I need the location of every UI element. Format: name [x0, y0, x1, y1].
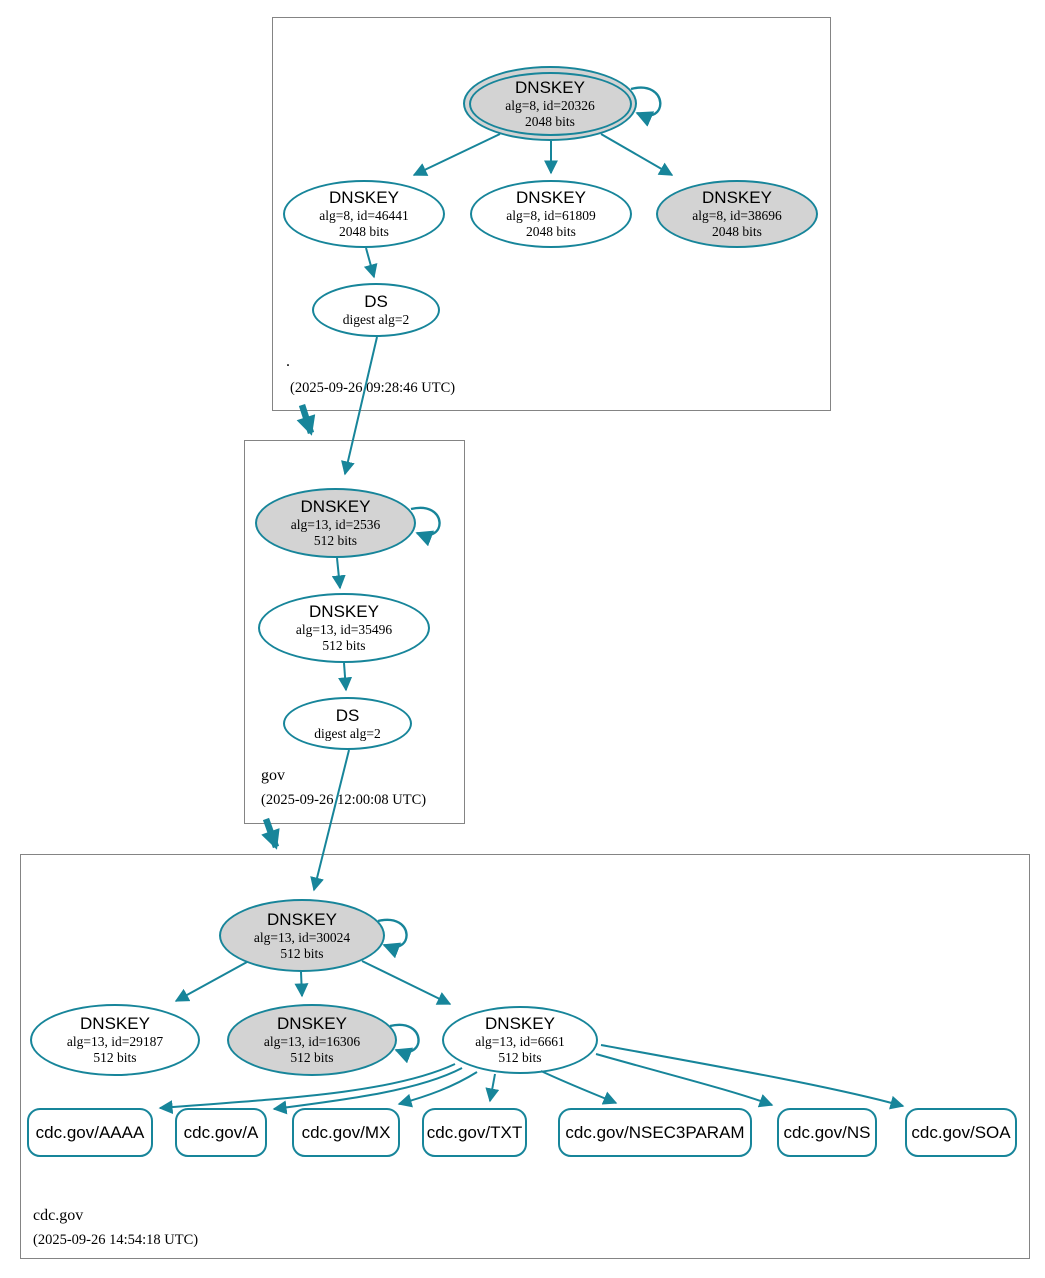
node-detail: 2048 bits	[712, 224, 762, 239]
node-title: DNSKEY	[516, 188, 586, 207]
node-detail: digest alg=2	[342, 312, 410, 327]
dnskey-node-gov-ksk-2536[interactable]	[255, 488, 416, 558]
rrset-label: cdc.gov/AAAA	[35, 1122, 145, 1142]
rrset-node-cdc-gov-ns[interactable]	[777, 1108, 877, 1157]
zone-label-gov: gov	[261, 767, 285, 784]
dnskey-node-root-ksk-20326[interactable]	[463, 66, 637, 141]
node-detail: digest alg=2	[314, 725, 381, 741]
node-detail: alg=8, id=38696	[692, 208, 782, 223]
node-detail: 2048 bits	[339, 224, 389, 239]
node-title: DNSKEY	[515, 77, 585, 97]
zone-timestamp-cdc-gov: (2025-09-26 14:54:18 UTC)	[33, 1232, 199, 1248]
rrset-label: cdc.gov/TXT	[426, 1122, 523, 1142]
node-detail: alg=13, id=16306	[263, 1034, 361, 1049]
node-title: DNSKEY	[267, 909, 337, 929]
dnskey-node-gov-35496[interactable]	[258, 593, 430, 663]
node-detail: 512 bits	[498, 1050, 542, 1065]
zone-timestamp-gov: (2025-09-26 12:00:08 UTC)	[261, 792, 427, 808]
rrset-label: cdc.gov/A	[183, 1122, 259, 1142]
node-detail: 512 bits	[313, 533, 358, 548]
rrset-label: cdc.gov/MX	[301, 1122, 391, 1142]
node-title: DNSKEY	[309, 602, 379, 621]
zone-label-cdc-gov: cdc.gov	[33, 1207, 84, 1224]
node-detail: 2048 bits	[526, 224, 576, 239]
node-detail: alg=8, id=61809	[506, 208, 596, 223]
node-detail: alg=13, id=6661	[475, 1034, 565, 1049]
rrset-node-cdc-gov-a[interactable]	[175, 1108, 267, 1157]
node-detail: 512 bits	[290, 1050, 334, 1065]
dnskey-node-cdc-16306[interactable]	[227, 1004, 397, 1076]
node-title: DNSKEY	[485, 1014, 555, 1033]
dnskey-node-root-38696[interactable]	[656, 180, 818, 248]
zone-timestamp-root: (2025-09-26 09:28:46 UTC)	[290, 380, 456, 396]
rrset-node-cdc-gov-txt[interactable]	[422, 1108, 527, 1157]
node-detail: alg=13, id=35496	[295, 622, 393, 637]
node-title: DS	[364, 292, 388, 311]
ds-node-root[interactable]	[312, 283, 440, 337]
node-detail: alg=8, id=20326	[505, 97, 595, 113]
rrset-node-cdc-gov-soa[interactable]	[905, 1108, 1017, 1157]
node-detail: alg=8, id=46441	[319, 208, 409, 223]
node-title: DNSKEY	[277, 1014, 347, 1033]
rrset-label: cdc.gov/NSEC3PARAM	[565, 1122, 745, 1142]
dnskey-node-cdc-29187[interactable]	[30, 1004, 200, 1076]
node-detail: alg=13, id=30024	[253, 929, 351, 945]
node-title: DNSKEY	[702, 188, 772, 207]
node-title: DNSKEY	[329, 188, 399, 207]
dnskey-node-root-61809[interactable]	[470, 180, 632, 248]
rrset-node-cdc-gov-mx[interactable]	[292, 1108, 400, 1157]
rrset-label: cdc.gov/NS	[783, 1122, 871, 1142]
dnskey-node-cdc-6661[interactable]	[442, 1006, 598, 1074]
node-title: DS	[335, 705, 360, 725]
dnskey-node-cdc-ksk-30024[interactable]	[219, 899, 385, 972]
rrset-node-cdc-gov-aaaa[interactable]	[27, 1108, 153, 1157]
node-detail: alg=13, id=29187	[66, 1034, 164, 1049]
ds-node-gov[interactable]	[283, 697, 412, 750]
node-title: DNSKEY	[80, 1014, 150, 1033]
node-detail: alg=13, id=2536	[290, 517, 381, 532]
node-detail: 512 bits	[93, 1050, 137, 1065]
zone-label-root: .	[286, 353, 290, 370]
node-title: DNSKEY	[300, 497, 371, 516]
node-detail: 2048 bits	[525, 113, 575, 129]
dnskey-node-root-46441[interactable]	[283, 180, 445, 248]
rrset-label: cdc.gov/SOA	[911, 1122, 1011, 1142]
rrset-node-cdc-gov-nsec3param[interactable]	[558, 1108, 752, 1157]
node-detail: 512 bits	[322, 638, 366, 653]
node-detail: 512 bits	[280, 945, 324, 961]
